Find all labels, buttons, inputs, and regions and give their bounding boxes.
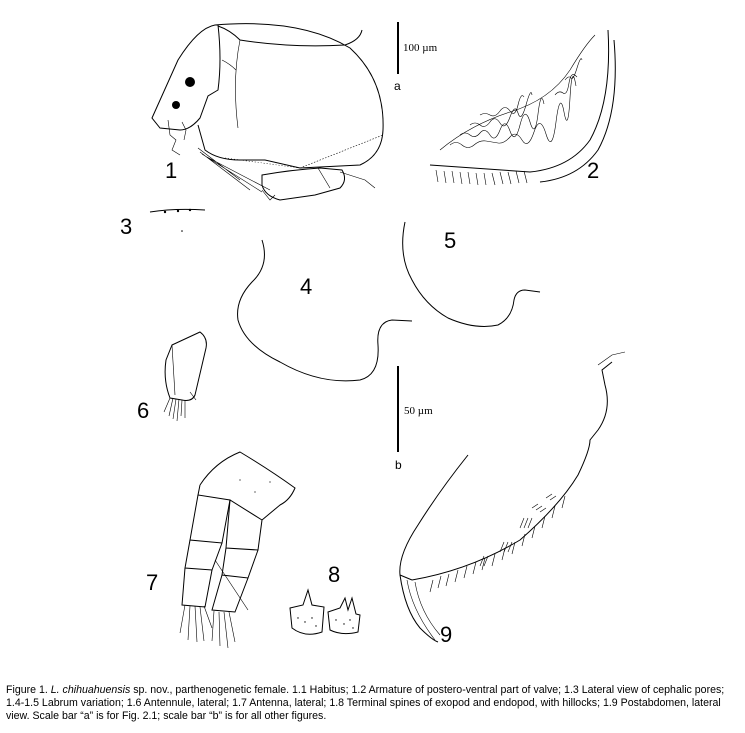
figure-number-2: 2 (587, 158, 600, 183)
figure-number-5: 5 (444, 228, 457, 253)
panel-6-antennule-drawing (164, 332, 206, 421)
figure-number-8: 8 (328, 562, 341, 587)
scale-bar-b (395, 366, 433, 472)
panel-1-habitus-drawing (152, 24, 383, 200)
figure-number-1: 1 (165, 158, 178, 183)
caption-text: sp. nov., parthenogenetic female. 1.1 Habitus; 1.2 Armature of postero-ventral part of valve; 1.3 Lateral view of cephalic pores; 1.4-1.5 Labrum variation; 1.6 Antennule, lateral; 1.7 Antenna, lateral; 1.8 Terminal spines of exopod and endopod, with hillocks; 1.9 Postabdomen, lateral view. Scale bar “a” is for Fig. 2.1; scale bar “b” is for all other figures. (6, 684, 725, 722)
scale-bar-a-letter: a (394, 79, 401, 93)
figure-number-4: 4 (300, 274, 313, 299)
caption-prefix: Figure 1. (6, 684, 51, 696)
caption-species-name: L. chihuahuensis (50, 684, 131, 696)
panel-5-labrum-drawing (403, 222, 540, 326)
figure-caption (6, 684, 740, 723)
panel-8-terminal-spines-drawing (290, 590, 360, 634)
figure-number-6: 6 (137, 398, 150, 423)
panel-3-cephalic-pores-drawing (150, 209, 205, 232)
panel-9-postabdomen-drawing (400, 352, 625, 642)
panel-7-antenna-drawing (180, 452, 295, 648)
figure-number-3: 3 (120, 214, 133, 239)
figure-number-9: 9 (440, 622, 453, 647)
scale-bar-a (394, 22, 438, 93)
scale-bar-a-label: 100 µm (403, 42, 438, 54)
scale-bar-b-label: 50 µm (404, 405, 433, 417)
figure-number-7: 7 (146, 570, 159, 595)
scale-bar-b-letter: b (395, 458, 402, 472)
panel-4-labrum-drawing (238, 240, 412, 381)
